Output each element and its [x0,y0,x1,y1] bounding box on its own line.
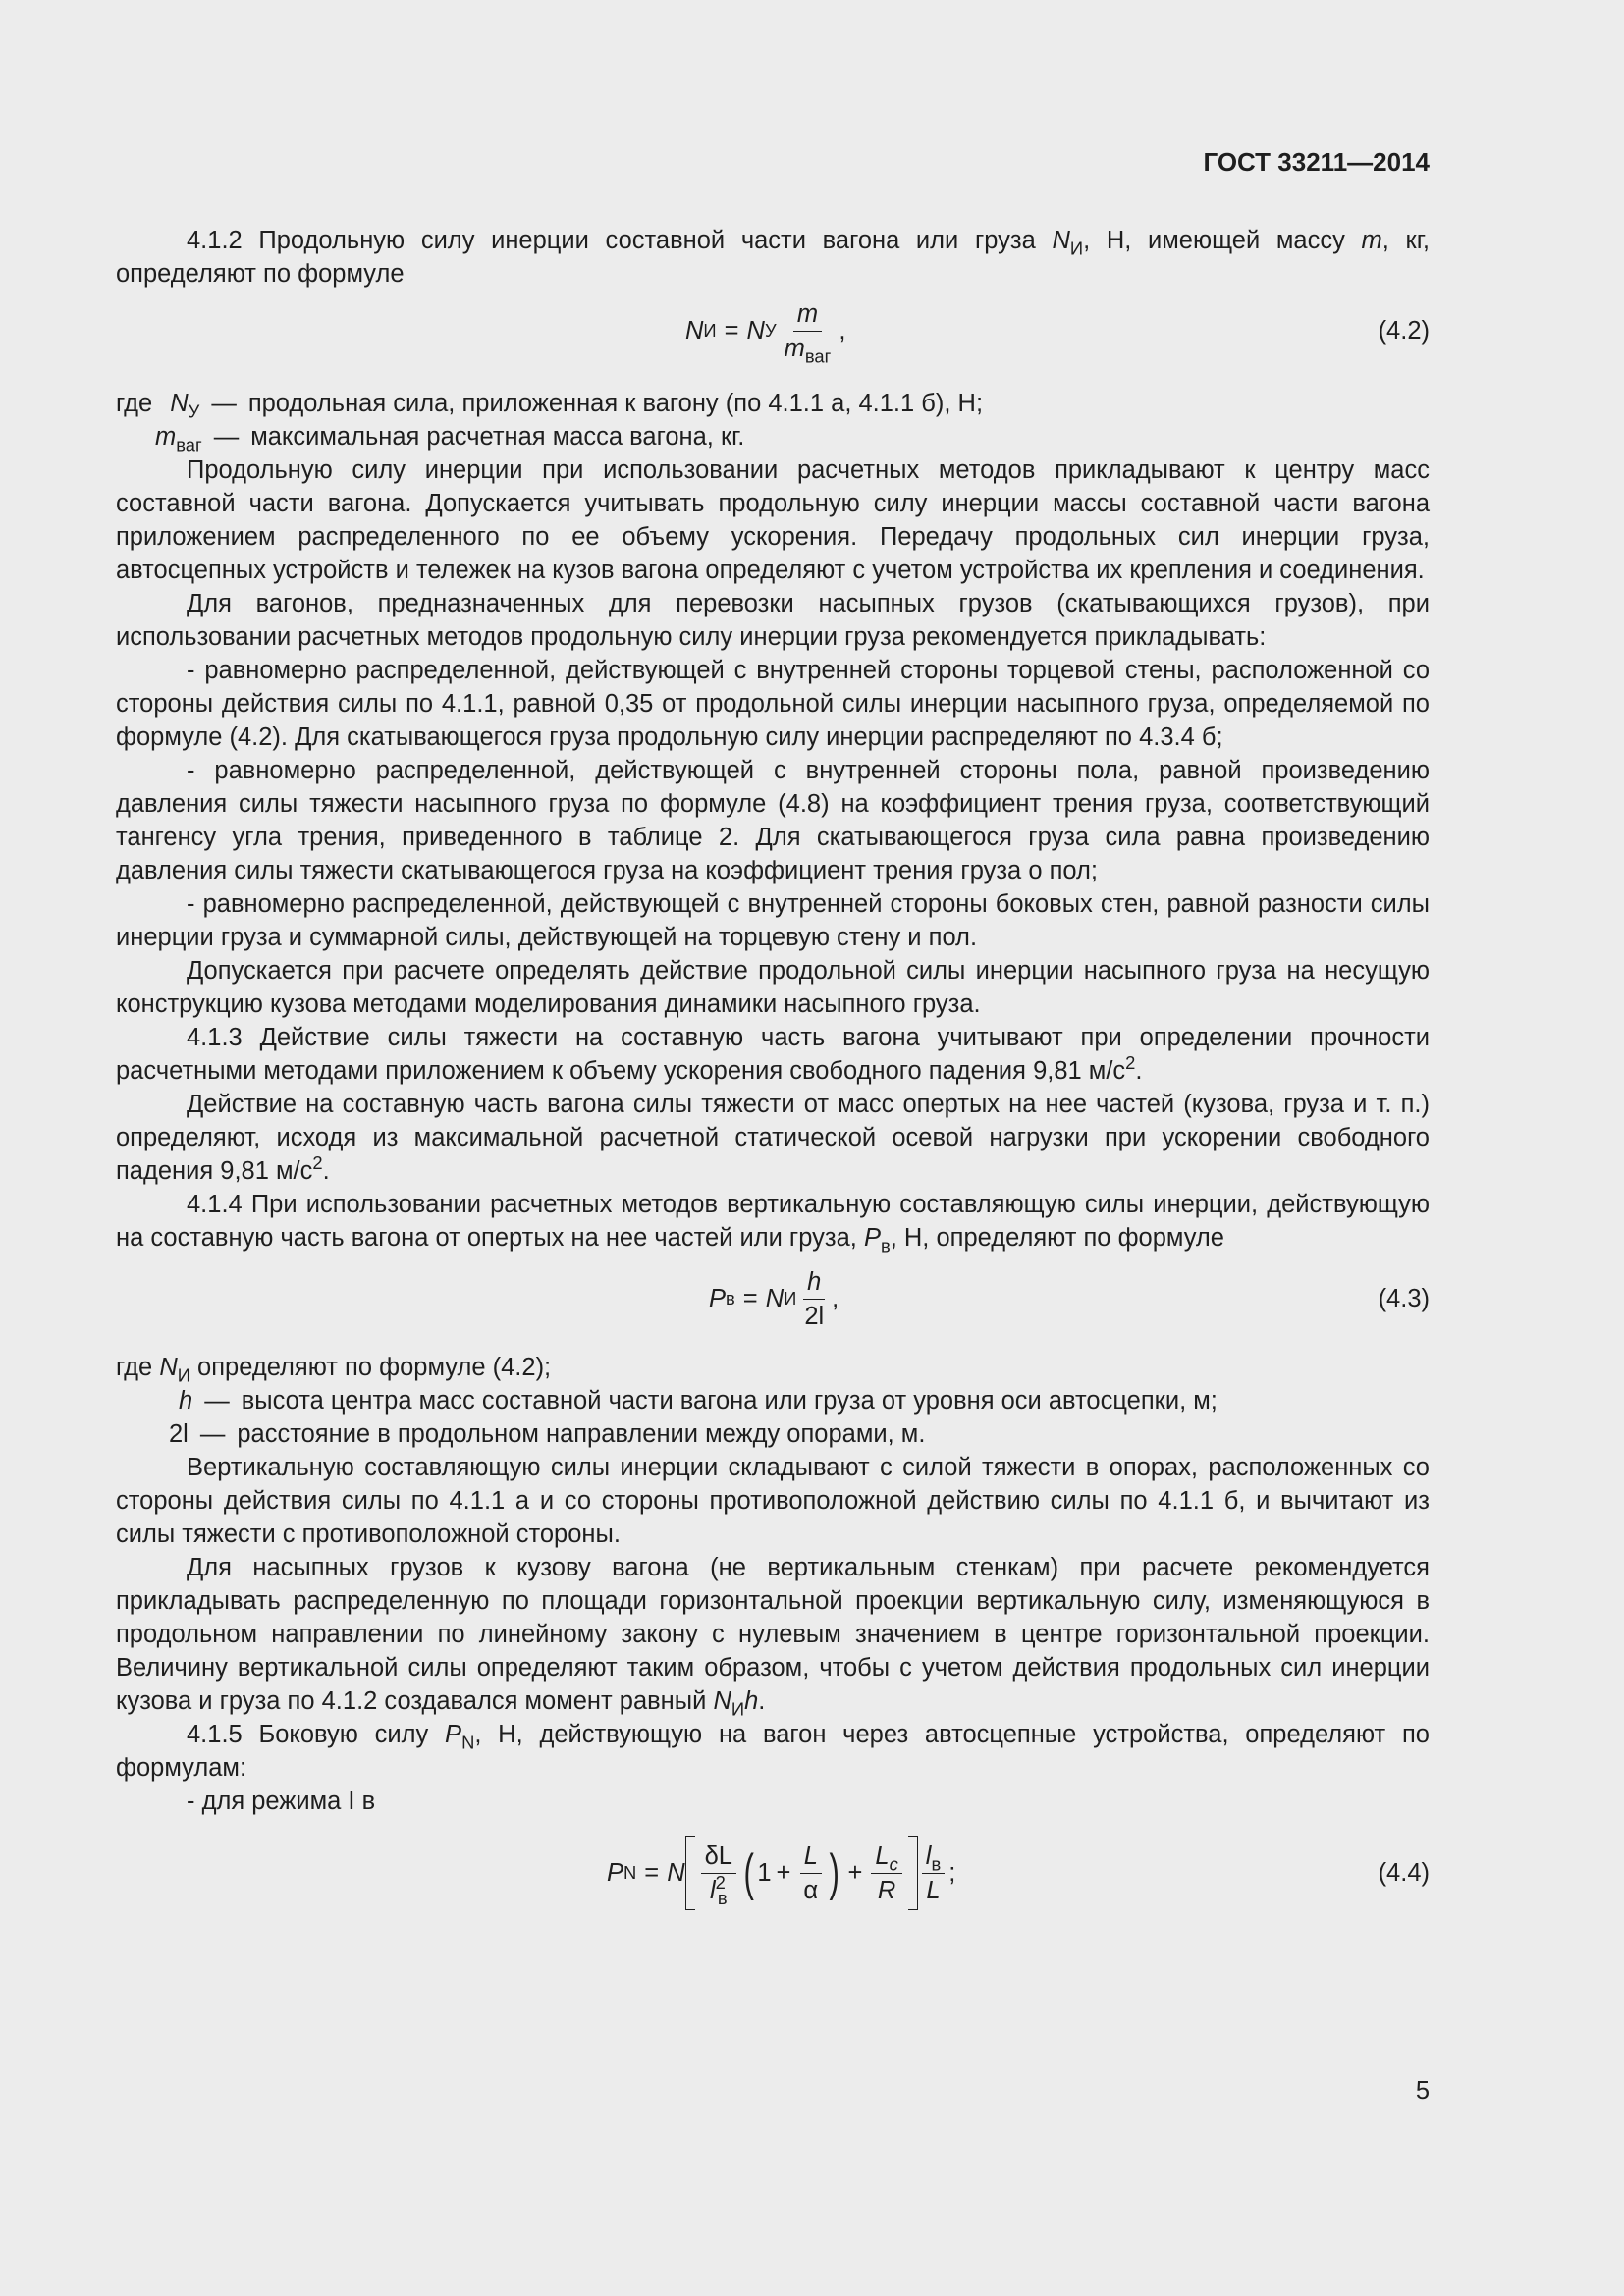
page-number: 5 [1415,2077,1430,2105]
list-item: - равномерно распределенной, действующей с внутренней стороны пола, равной произведению давления силы тяжести насыпного груза по формуле (4.8) на коэффициент трения груза, соответствующий тангенсу угла трения, приведенного в таблице 2. Для скатывающегося груза сила равна произведению давления силы тяжести скатывающегося груза на коэффициент трения груза о пол; [116,757,1430,884]
definition-Nu: где $N_У$ — продольная сила, приложенная к вагону (по 4.1.1 а, 4.1.1 б), Н; [116,390,984,422]
left-bracket [685,1836,695,1910]
fraction: $\frac{L}{\alpha}$ [799,1842,822,1905]
formula-4-3: P в = N И $\frac{h}{2l}$ , (4.3) [116,1260,1430,1337]
right-paren: ) [829,1844,840,1901]
formula-4-2: N И = N У $\frac{m}{m_{ваг}}$ , (4.2) [116,293,1430,369]
paragraph: Для насыпных грузов к кузову вагона (не вертикальным стенкам) при расчете рекомендуется прикладывать распределенную по площади горизонтальной проекции вертикальную силу, изменяющуюся в продольном направлении по линейному закону с нулевым значением в центре горизонтальной проекции. Величину вертикальной силы определяют таким образом, чтобы с учетом действия продольных сил инерции кузова и груза по 4.1.2 создавался момент равный $N_Иh$. [116,1554,1430,1720]
list-item: - равномерно распределенной, действующей с внутренней стороны торцевой стены, расположенной со стороны действия силы по 4.1.1, равной 0,35 от продольной силы инерции насыпного груза, определяемой по формуле (4.2). Для скатывающегося груза продольную силу инерции распределяют по 4.3.4 б; [116,657,1430,751]
paragraph-4-1-3: 4.1.3 Действие силы тяжести на составную часть вагона учитывают при определении прочности расчетными методами приложением к объему ускорения свободного падения 9,81 $м/с^2$. [116,1024,1430,1085]
definition-h: h — высота центра масс составной части вагона или груза от уровня оси автосцепки, м; [179,1387,1218,1415]
fraction: $\frac{\delta L}{l^2_в}$ [701,1842,736,1905]
paragraph: Действие на составную часть вагона силы тяжести от масс опертых на нее частей (кузова, груза и т. п.) определяют, исходя из максимальной расчетной статической осевой нагрузки при ускорении свободного падения 9,81 $м/с^2$. [116,1091,1430,1185]
fraction: $\frac{h}{2l}$ [804,1267,825,1330]
list-item: - равномерно распределенной, действующей с внутренней стороны боковых стен, равной разности силы инерции груза и суммарной силы, действующей на торцевую стену и пол. [116,890,1430,951]
left-paren: ( [743,1844,754,1901]
definition-2l: 2l — расстояние в продольном направлении между опорами, м. [169,1420,926,1448]
paragraph: Вертикальную составляющую силы инерции складывают с силой тяжести в опорах, расположенных со стороны действия силы по 4.1.1 а и со стороны противоположной действию силы по 4.1.1 б, и вычитают из силы тяжести с противоположной стороны. [116,1454,1430,1548]
fraction: $\frac{L_c}{R}$ [871,1842,901,1905]
paragraph: Для вагонов, предназначенных для перевозки насыпных грузов (скатывающихся грузов), при использовании расчетных методов продольную силу инерции груза рекомендуется прикладывать: [116,590,1430,651]
list-item: - для режима I в [187,1788,376,1815]
fraction: $\frac{m}{m_{ваг}}$ [784,299,832,366]
formula-number: (4.4) [1378,1859,1430,1887]
fraction: $\frac{l_в}{L}$ [922,1842,945,1905]
paragraph-4-1-4: 4.1.4 При использовании расчетных методов вертикальную составляющую силы инерции, действующую на составную часть вагона от опертых на нее частей или груза, $P_в$, Н, определяют по формуле [116,1191,1430,1256]
paragraph: Допускается при расчете определять действие продольной силы инерции насыпного груза на несущую конструкцию кузова методами моделирования динамики насыпного груза. [116,957,1430,1018]
right-bracket [908,1836,918,1910]
paragraph: Продольную силу инерции при использовании расчетных методов прикладывают к центру масс составной части вагона. Допускается учитывать продольную силу инерции массы составной части вагона приложением распределенного по ее объему ускорения. Передачу продольных сил инерции груза, автосцепных устройств и тележек на кузов вагона определяют с учетом устройства их крепления и соединения. [116,456,1430,584]
definition-mvag: $m_{ваг}$ — максимальная расчетная масса вагона, кг. [155,423,745,455]
where-line: где $N_И$ определяют по формуле (4.2); [116,1354,552,1386]
document-header: ГОСТ 33211—2014 [1203,147,1430,177]
formula-number: (4.3) [1378,1285,1430,1312]
paragraph-4-1-5: 4.1.5 Боковую силу $P_N$, Н, действующую на вагон через автосцепные устройства, определяют по формулам: [116,1721,1430,1782]
paragraph-4-1-2: 4.1.2 Продольную силу инерции составной части вагона или груза $N_И$, Н, имеющей массу m, кг, определяют по формуле [116,227,1430,288]
formula-number: (4.2) [1378,317,1430,345]
document-body [116,224,1430,1914]
formula-4-4: P N = N $\frac{\delta L}{l^2_в}$ ( 1 + $\frac{L}{\alpha}$ ) + $\frac{L_c}{R}$ $\frac{l_в}{L}$ ; (4.4) [116,1832,1430,1914]
